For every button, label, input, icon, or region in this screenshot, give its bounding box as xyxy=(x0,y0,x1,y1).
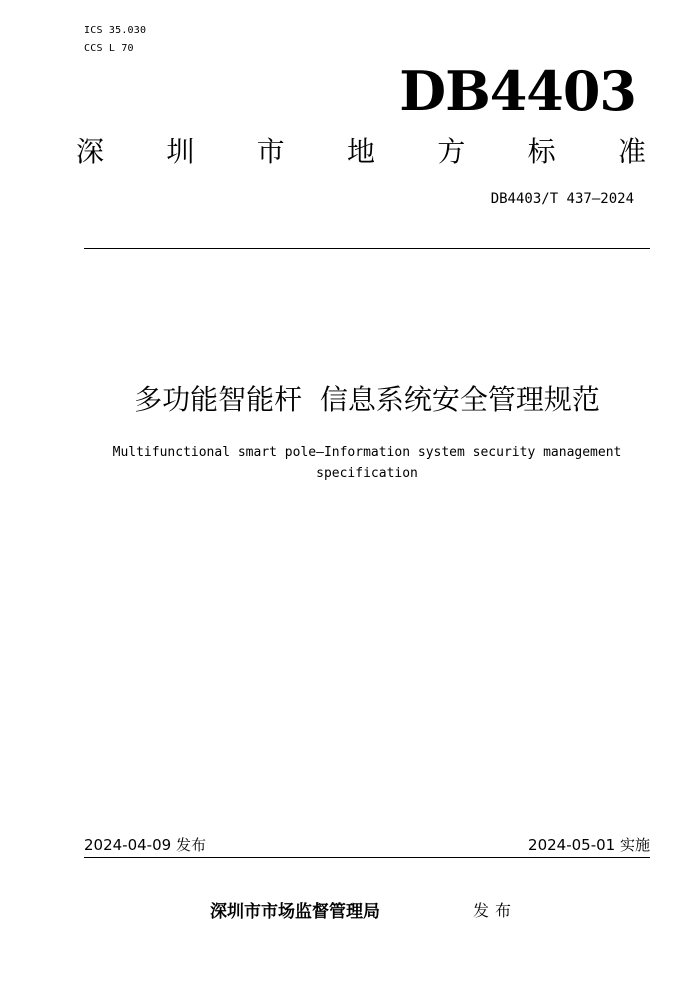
title-english xyxy=(84,442,650,484)
bottom-divider xyxy=(84,857,650,858)
standard-type-char: 地 xyxy=(346,135,375,168)
db-code-heading: DB4403 xyxy=(399,59,636,123)
standard-type-char: 标 xyxy=(527,135,556,168)
standard-type-char: 深 xyxy=(76,135,105,168)
standard-type-char: 准 xyxy=(617,135,646,168)
publish-date: 2024-04-09 发布 xyxy=(84,836,206,854)
implement-date: 2024-05-01 实施 xyxy=(528,836,650,854)
standard-type-char: 方 xyxy=(437,135,466,168)
title-english-line-2: specification xyxy=(316,466,418,481)
ics-code: ICS 35.030 xyxy=(84,25,147,36)
top-divider xyxy=(84,248,650,249)
issue-verb: 发布 xyxy=(473,901,518,920)
standard-type-char: 圳 xyxy=(166,135,195,168)
issuer-name: 深圳市市场监督管理局 xyxy=(210,902,380,922)
title-english-line-1: Multifunctional smart pole—Information system security management xyxy=(112,445,622,460)
title-chinese: 多功能智能杆 信息系统安全管理规范 xyxy=(134,383,600,416)
standard-number: DB4403/T 437—2024 xyxy=(490,191,634,207)
standard-type-heading xyxy=(76,134,646,170)
ccs-code: CCS L 70 xyxy=(84,43,134,54)
standard-type-char: 市 xyxy=(256,135,285,168)
